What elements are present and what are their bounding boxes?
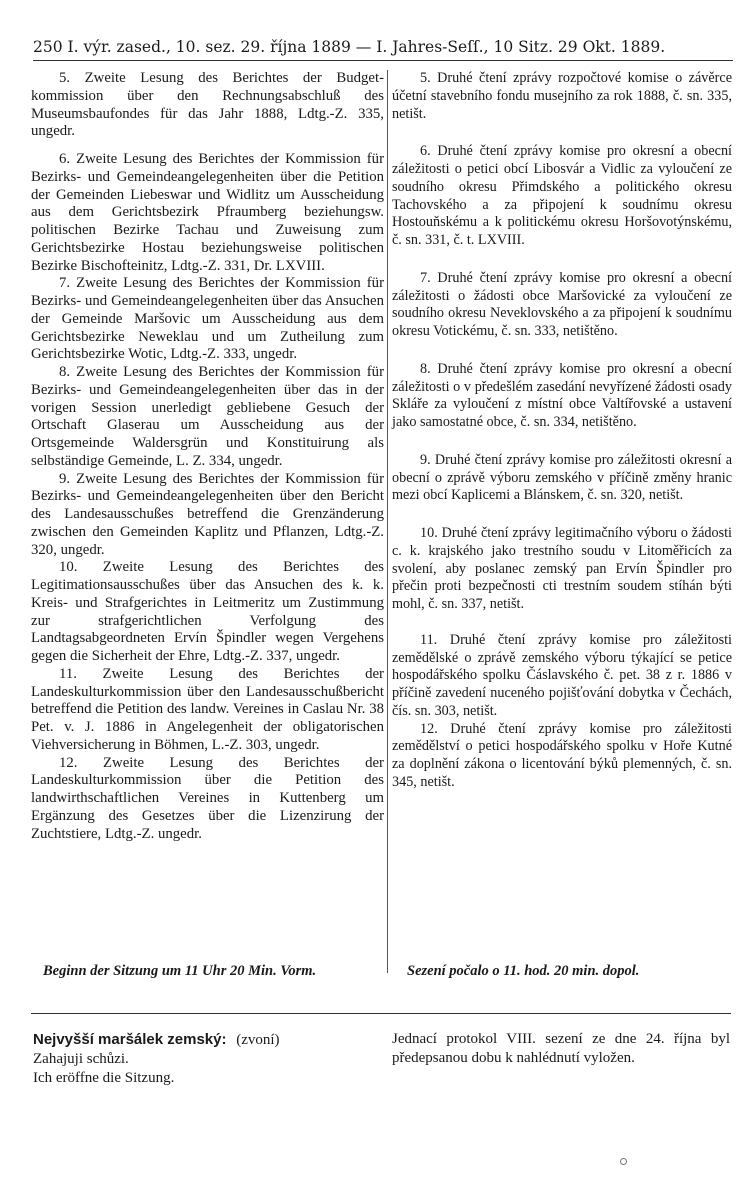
- agenda-item-de-9: 9. Zweite Lesung des Berichtes der Kommission für Bezirks- und Gemeindeangelegenheiten über den Bericht des Landesausschußes betreffend die Grenzänderung zwischen den Gemeinden Kaplitz und Pflanzen, Ldtg.-Z. 320, ungedr.: [31, 470, 384, 558]
- sitting-start-de: Beginn der Sitzung um 11 Uhr 20 Min. Vorm.: [43, 963, 317, 979]
- header-rule: [33, 60, 733, 61]
- agenda-item-de-5: 5. Zweite Lesung des Berichtes der Budget-kommission über den Rechnungsabschluß des Museumsbaufondes für das Jahr 1888, Ldtg.-Z. 335, ungedr.: [31, 70, 384, 140]
- column-divider: [387, 70, 388, 973]
- agenda-item-de-10: 10. Zweite Lesung des Berichtes des Legitimationsausschußes über das Ansuchen des k. k. Kreis- und Strafgerichtes in Leitmeritz um Zustimmung zur strafgerichtlichen Verfolgung des Landtagsabgeordneten Ervín Špindler wegen Vergehens gegen die Sicherheit der Ehre, Ldtg.-Z. 337, ungedr.: [31, 559, 384, 664]
- sitting-start-cz: Sezení počalo o 11. hod. 20 min. dopol.: [407, 963, 640, 979]
- protocol-note: Jednací protokol VIII. sezení ze dne 24. října byl předepsanou dobu k nahlédnutí vyložen.: [392, 1031, 730, 1066]
- speech-line-cz: Zahajuji schůzi.: [33, 1051, 129, 1067]
- page-mark: [620, 1158, 627, 1165]
- header-text: 250 I. výr. zased., 10. sez. 29. října 1889 — I. Jahres-Seſſ., 10 Sitz. 29 Okt. 1889.: [33, 38, 666, 56]
- agenda-item-cz-9: 9. Druhé čtení zprávy komise pro záležitosti okresní a obecní o zprávě výboru zemského v příčině změny hranic mezi obcí Kaplicemi a Blánskem, č. sn. 320, netišt.: [392, 451, 732, 504]
- speech-line-de: Ich eröffne die Sitzung.: [33, 1070, 175, 1086]
- german-column: [31, 70, 384, 843]
- czech-column: [392, 70, 732, 792]
- agenda-item-de-12: 12. Zweite Lesung des Berichtes der Landeskulturkommission über die Petition des landwirthschaftlichen Vereines in Kuttenberg um Ergänzung des Gesetzes über die Lizenzirung der Zuchtstiere, Ldtg.-Z. ungedr.: [31, 754, 384, 842]
- section-rule: [31, 1013, 731, 1014]
- speech-block: [33, 1030, 383, 1088]
- agenda-item-cz-10: 10. Druhé čtení zprávy legitimačního výboru o žádosti c. k. krajského jako trestního soudu v Litoměřicích za svolení, aby poslanec zemský pan Ervín Špindler pro přečin proti bezpečnosti cti trestním soudem stíhán býti mohl, č. sn. 337, netišt.: [392, 525, 732, 612]
- page-header: [33, 38, 733, 62]
- speaker-name: Nejvyšší maršálek zemský:: [33, 1031, 227, 1048]
- agenda-item-de-8: 8. Zweite Lesung des Berichtes der Kommission für Bezirks- und Gemeindeangelegenheiten über das in der vorigen Session unerledigt gebliebene Gesuch der Ortschaft Glaserau um Ausscheidung aus der Ortsgemeinde Waldersgrün und Konstituirung als selbständige Gemeinde, L. Z. 334, ungedr.: [31, 364, 384, 469]
- agenda-item-de-7: 7. Zweite Lesung des Berichtes der Kommission für Bezirks- und Gemeindeangelegenheiten über das Ansuchen der Gemeinde Maršovic um Ausscheidung aus dem Gerichtsbezirke Neweklau und um Zutheilung zum Gerichtsbezirke Wotic, Ldtg.-Z. 333, ungedr.: [31, 275, 384, 363]
- agenda-item-de-6: 6. Zweite Lesung des Berichtes der Kommission für Bezirks- und Gemeindeangelegenheiten über die Petition der Gemeinden Liebeswar und Widlitz um Ausscheidung aus dem Gerichtsbezirk Pfraumberg beziehungsw. politischen Bezirke Tachau und Zuweisung zum Gerichtsbezirke Hostau beziehungsweise politischen Bezirke Bischofteinitz, Ldtg.-Z. 331, Dr. LXVIII.: [31, 151, 384, 274]
- agenda-item-cz-6: 6. Druhé čtení zprávy komise pro okresní a obecní záležitosti o petici obcí Libosvár a Vidlic za vyloučení ze soudního okresu Přimdského a politického okresu Tachovského a za připojení k soudnímu okresu Hostouňskému a k politickému okresu Horšovotýnskému, č. sn. 331, č. t. LXVIII.: [392, 143, 732, 248]
- speaker-line: [33, 1030, 383, 1050]
- agenda-item-cz-11: 11. Druhé čtení zprávy komise pro záležitosti zemědělské o zprávě zemského výboru týkající se petice hospodářského spolku Čáslavského č. pet. 38 z r. 1886 v příčině zavedení nuceného pojišťování dobytka v Čechách, čís. sn. 303, netišt.: [392, 631, 732, 719]
- agenda-item-cz-12: 12. Druhé čtení zprávy komise pro záležitosti zemědělství o petici hospodářského spolku v Hoře Kutné za doplnění zákona o licentování býků plemenných, č. sn. 345, netišt.: [392, 720, 732, 790]
- agenda-item-cz-8: 8. Druhé čtení zprávy komise pro okresní a obecní záležitosti o v předešlém zasedání nevyřízené žádosti osady Skláře za vyloučení z místní obce Valtířovské a ustavení jako samostatné obce, č. sn. 334, netištěno.: [392, 360, 732, 430]
- agenda-item-de-11: 11. Zweite Lesung des Berichtes der Landeskulturkommission über den Landesausschußbericht betreffend die Petition des landw. Vereines in Caslau Nr. 38 Pet. v. J. 1886 in Angelegenheit der obligatorischen Viehversicherung in Böhmen, L.-Z. 303, ungedr.: [31, 665, 384, 753]
- agenda-item-cz-5: 5. Druhé čtení zprávy rozpočtové komise o závěrce účetní stavebního fondu musejního za rok 1888, č. sn. 335, netišt.: [392, 70, 732, 122]
- agenda-item-cz-7: 7. Druhé čtení zprávy komise pro okresní a obecní záležitosti o žádosti obce Maršovické za vyloučení ze soudního okresu Neveklovského a za připojení k soudnímu okresu Votickému, č. sn. 333, netištěno.: [392, 269, 732, 339]
- stage-direction: (zvoní): [236, 1032, 280, 1048]
